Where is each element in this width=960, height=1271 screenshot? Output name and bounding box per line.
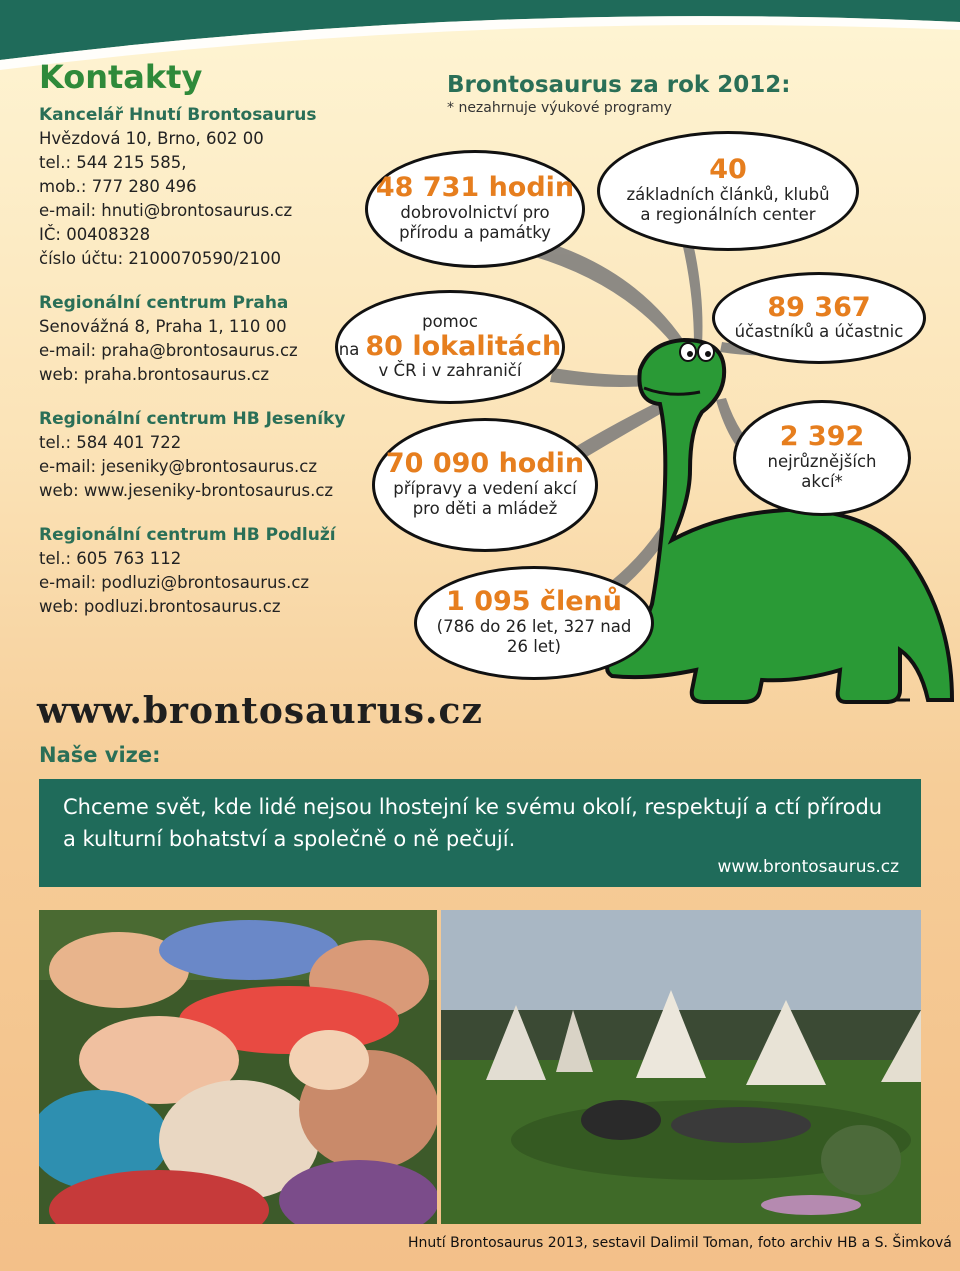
stats-title: Brontosaurus za rok 2012: [447,72,791,98]
podluzi-heading: Regionální centrum HB Podluží [39,525,336,546]
dinosaur-body [607,340,952,702]
office-phone: tel.: 544 215 585, [39,153,187,173]
vision-url[interactable]: www.brontosaurus.cz [717,857,899,877]
clubs-value: 40 [709,154,747,186]
stat-bubble-participants [712,272,926,364]
clubs-line2: a regionálních center [640,205,816,225]
members-line1: (786 do 26 let, 327 nad [436,616,632,636]
podluzi-email[interactable]: e-mail: podluzi@brontosaurus.cz [39,573,310,593]
jeseniky-phone: tel.: 584 401 722 [39,433,182,453]
hours-nature-line1: dobrovolnictví pro [400,202,550,222]
stat-bubble-localities [335,290,565,404]
vision-label: Naše vize: [39,743,161,767]
events-line1: nejrůznějších [767,451,877,471]
hours-youth-line2: pro děti a mládež [412,499,558,519]
office-heading: Kancelář Hnutí Brontosaurus [39,105,317,126]
praha-web[interactable]: web: praha.brontosaurus.cz [39,365,270,385]
hours-nature-line2: přírodu a památky [399,223,551,243]
participants-line1: účastníků a účastnic [734,321,904,341]
members-value: 1 095 členů [446,586,622,618]
jeseniky-email[interactable]: e-mail: jeseniky@brontosaurus.cz [39,457,318,477]
stat-bubble-hours-nature [365,150,585,268]
participants-value: 89 367 [767,291,871,323]
localities-bottom: v ČR i v zahraničí [378,361,522,381]
localities-value: 80 lokalitách [365,330,562,362]
jeseniky-web[interactable]: web: www.jeseniky-brontosaurus.cz [39,481,334,501]
clubs-line1: základních článků, klubů [626,184,830,204]
events-value: 2 392 [779,421,865,453]
podluzi-phone: tel.: 605 763 112 [39,549,182,569]
office-account: číslo účtu: 2100070590/2100 [39,249,281,269]
localities-top: pomoc [422,312,478,332]
photo-crowd [39,910,437,1224]
podluzi-web[interactable]: web: podluzi.brontosaurus.cz [39,597,281,617]
website-logo[interactable]: www.brontosaurus.cz [37,690,483,732]
office-email[interactable]: e-mail: hnuti@brontosaurus.cz [39,201,293,221]
office-address: Hvězdová 10, Brno, 602 00 [39,129,264,149]
events-line2: akcí* [801,472,843,492]
credit-line: Hnutí Brontosaurus 2013, sestavil Dalimil Toman, foto archiv HB a S. Šimková [408,1235,952,1251]
praha-address: Senovážná 8, Praha 1, 110 00 [39,317,287,337]
praha-email[interactable]: e-mail: praha@brontosaurus.cz [39,341,298,361]
hours-youth-value: 70 090 hodin [385,448,585,480]
members-line2: 26 let) [507,637,561,657]
contacts-title: Kontakty [39,58,203,96]
jeseniky-heading: Regionální centrum HB Jeseníky [39,409,346,430]
hours-nature-value: 48 731 hodin [375,172,575,204]
stat-bubble-clubs [597,131,859,251]
hours-youth-line1: přípravy a vedení akcí [393,478,577,498]
office-mobile: mob.: 777 280 496 [39,177,197,197]
vision-box [39,779,921,887]
stats-note: * nezahrnuje výukové programy [447,100,672,116]
photo-teepee-camp [441,910,921,1224]
stat-bubble-members [414,566,654,680]
praha-heading: Regionální centrum Praha [39,293,289,314]
office-ico: IČ: 00408328 [39,225,151,245]
vision-text: Chceme svět, kde lidé nejsou lhostejní ke svému okolí, respektují a ctí přírodu a kulturní bohatství a společně o ně pečují. [63,795,883,851]
stat-bubble-hours-youth [372,418,598,552]
localities-prefix: na [338,339,360,359]
stat-bubble-events [733,400,911,516]
